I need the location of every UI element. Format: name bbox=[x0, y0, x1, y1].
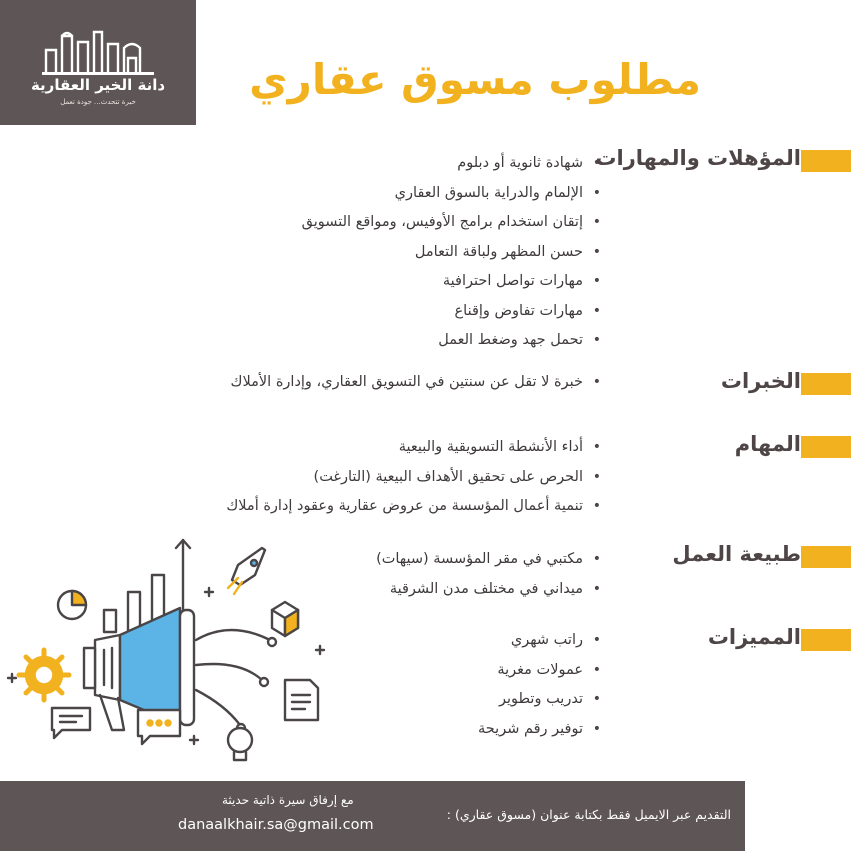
section-title: المهام bbox=[734, 432, 801, 456]
page-title: مطلوب مسوق عقاري bbox=[249, 55, 701, 104]
building-logo-icon bbox=[42, 28, 154, 76]
section-header bbox=[611, 627, 851, 655]
marketing-illustration bbox=[0, 530, 330, 780]
logo-tagline: خبرة تتحدث... جودة تعمل bbox=[60, 98, 136, 106]
logo-block bbox=[0, 0, 196, 125]
section-title: طبيعة العمل bbox=[672, 542, 801, 566]
section-accent-bar bbox=[801, 629, 851, 651]
list-item: • مهارات تفاوض وإقناع bbox=[302, 302, 601, 332]
list-item: • الإلمام والدراية بالسوق العقاري bbox=[302, 184, 601, 214]
footer-bar bbox=[0, 781, 745, 851]
item-list bbox=[231, 373, 601, 403]
lightbulb-icon bbox=[228, 728, 252, 760]
section-header bbox=[611, 371, 851, 399]
list-item: • راتب شهري bbox=[478, 631, 601, 661]
section-header bbox=[611, 434, 851, 462]
gear-icon bbox=[19, 650, 69, 700]
list-item: • خبرة لا تقل عن سنتين في التسويق العقاري، وإدارة الأملاك bbox=[231, 373, 601, 403]
email-link[interactable]: danaalkhair.sa@gmail.com bbox=[178, 817, 374, 833]
section-header bbox=[595, 146, 851, 176]
cube-icon bbox=[272, 602, 298, 636]
rocket-icon bbox=[228, 548, 265, 594]
list-item: • أداء الأنشطة التسويقية والبيعية bbox=[226, 438, 601, 468]
document-icon bbox=[285, 680, 318, 720]
list-item: • مكتبي في مقر المؤسسة (سيهات) bbox=[376, 550, 601, 580]
section-accent-bar bbox=[801, 150, 851, 172]
section-accent-bar bbox=[801, 373, 851, 395]
cv-note: مع إرفاق سيرة ذاتية حديثة bbox=[222, 793, 354, 807]
list-item: • عمولات مغرية bbox=[478, 661, 601, 691]
section-accent-bar bbox=[801, 546, 851, 568]
item-list bbox=[376, 550, 601, 609]
list-item: • حسن المظهر ولباقة التعامل bbox=[302, 243, 601, 273]
item-list bbox=[478, 631, 601, 749]
section-title: المميزات bbox=[707, 625, 801, 649]
list-item: • الحرص على تحقيق الأهداف البيعية (التارغت) bbox=[226, 468, 601, 498]
logo-name: دانة الخير العقارية bbox=[30, 76, 166, 94]
list-item: • مهارات تواصل احترافية bbox=[302, 272, 601, 302]
section-header bbox=[611, 544, 851, 572]
section-title: المؤهلات والمهارات bbox=[595, 146, 801, 170]
item-list bbox=[302, 154, 601, 361]
section-accent-bar bbox=[801, 436, 851, 458]
item-list bbox=[226, 438, 601, 527]
apply-instructions: التقديم عبر الايميل فقط بكتابة عنوان (مسوق عقاري) : bbox=[446, 807, 731, 822]
list-item: • تنمية أعمال المؤسسة من عروض عقارية وعقود إدارة أملاك bbox=[226, 497, 601, 527]
section-title: الخبرات bbox=[720, 369, 801, 393]
pie-chart-icon bbox=[58, 591, 86, 619]
list-item: • تحمل جهد وضغط العمل bbox=[302, 331, 601, 361]
chat-bubble-icon bbox=[52, 708, 180, 744]
list-item: • شهادة ثانوية أو دبلوم bbox=[302, 154, 601, 184]
list-item: • إتقان استخدام برامج الأوفيس، ومواقع التسويق bbox=[302, 213, 601, 243]
list-item: • توفير رقم شريحة bbox=[478, 720, 601, 750]
list-item: • تدريب وتطوير bbox=[478, 690, 601, 720]
list-item: • ميداني في مختلف مدن الشرقية bbox=[376, 580, 601, 610]
